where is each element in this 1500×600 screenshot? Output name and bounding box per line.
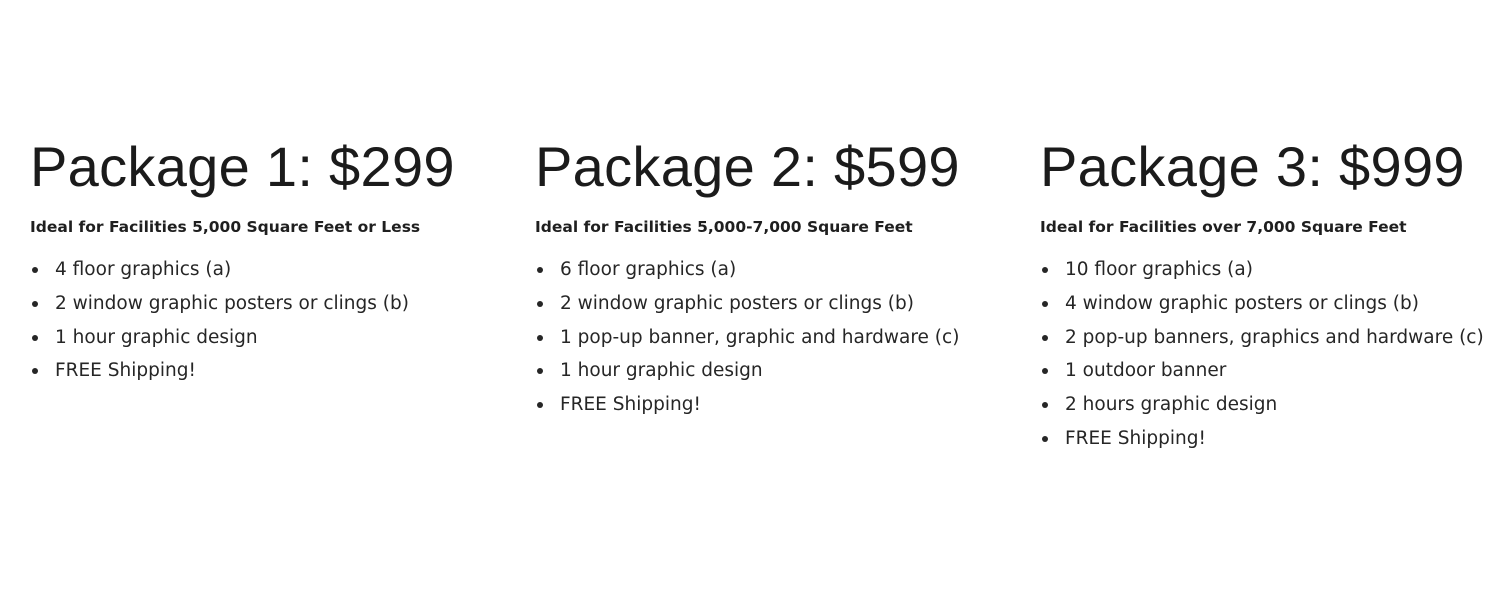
feature-text: FREE Shipping! — [55, 360, 196, 382]
feature-text: 2 pop-up banners, graphics and hardware (c) — [1065, 326, 1484, 348]
bullet-icon — [1042, 436, 1048, 442]
bullet-icon — [537, 267, 543, 273]
package-2 — [535, 134, 1040, 456]
feature-list — [30, 253, 535, 388]
bullet-icon — [32, 301, 38, 307]
feature-item — [30, 253, 535, 287]
bullet-icon — [32, 368, 38, 374]
package-subtitle: Ideal for Facilities over 7,000 Square Feet — [1040, 218, 1407, 236]
feature-list — [1040, 253, 1490, 456]
feature-item — [30, 321, 535, 355]
feature-text: FREE Shipping! — [1065, 427, 1206, 449]
feature-text: 4 floor graphics (a) — [55, 259, 232, 280]
feature-text: 2 hours graphic design — [1065, 394, 1278, 416]
package-1 — [30, 134, 535, 456]
feature-item — [1040, 321, 1490, 355]
feature-item — [1040, 287, 1490, 321]
feature-text: 4 window graphic posters or clings (b) — [1065, 292, 1419, 314]
bullet-icon — [537, 368, 543, 374]
package-title: Package 3: $999 — [1040, 135, 1465, 198]
bullet-icon — [537, 301, 543, 307]
feature-text: 1 pop-up banner, graphic and hardware (c) — [560, 326, 960, 348]
feature-text: 6 floor graphics (a) — [560, 259, 737, 280]
bullet-icon — [32, 335, 38, 341]
bullet-icon — [537, 335, 543, 341]
package-3 — [1040, 134, 1490, 456]
feature-item — [535, 287, 1040, 321]
feature-text: 1 hour graphic design — [55, 326, 258, 348]
feature-item — [535, 354, 1040, 388]
feature-text: 10 floor graphics (a) — [1065, 259, 1253, 280]
package-subtitle: Ideal for Facilities 5,000 Square Feet or Less — [30, 218, 421, 236]
feature-item — [1040, 354, 1490, 388]
pricing-packages — [30, 134, 1490, 456]
bullet-icon — [1042, 301, 1048, 307]
package-title: Package 2: $599 — [535, 135, 960, 198]
feature-item — [535, 253, 1040, 287]
feature-list — [535, 253, 1040, 422]
feature-item — [30, 287, 535, 321]
feature-item — [535, 321, 1040, 355]
feature-text: 2 window graphic posters or clings (b) — [560, 292, 914, 314]
feature-item — [1040, 388, 1490, 422]
package-subtitle: Ideal for Facilities 5,000-7,000 Square Feet — [535, 218, 913, 236]
bullet-icon — [1042, 368, 1048, 374]
feature-item — [1040, 253, 1490, 287]
feature-text: 2 window graphic posters or clings (b) — [55, 292, 409, 314]
bullet-icon — [1042, 335, 1048, 341]
feature-item — [535, 388, 1040, 422]
bullet-icon — [1042, 267, 1048, 273]
feature-text: FREE Shipping! — [560, 394, 701, 416]
package-title: Package 1: $299 — [30, 135, 455, 198]
feature-text: 1 outdoor banner — [1065, 360, 1227, 382]
feature-text: 1 hour graphic design — [560, 360, 763, 382]
bullet-icon — [537, 402, 543, 408]
bullet-icon — [1042, 402, 1048, 408]
bullet-icon — [32, 267, 38, 273]
feature-item — [1040, 422, 1490, 456]
feature-item — [30, 354, 535, 388]
